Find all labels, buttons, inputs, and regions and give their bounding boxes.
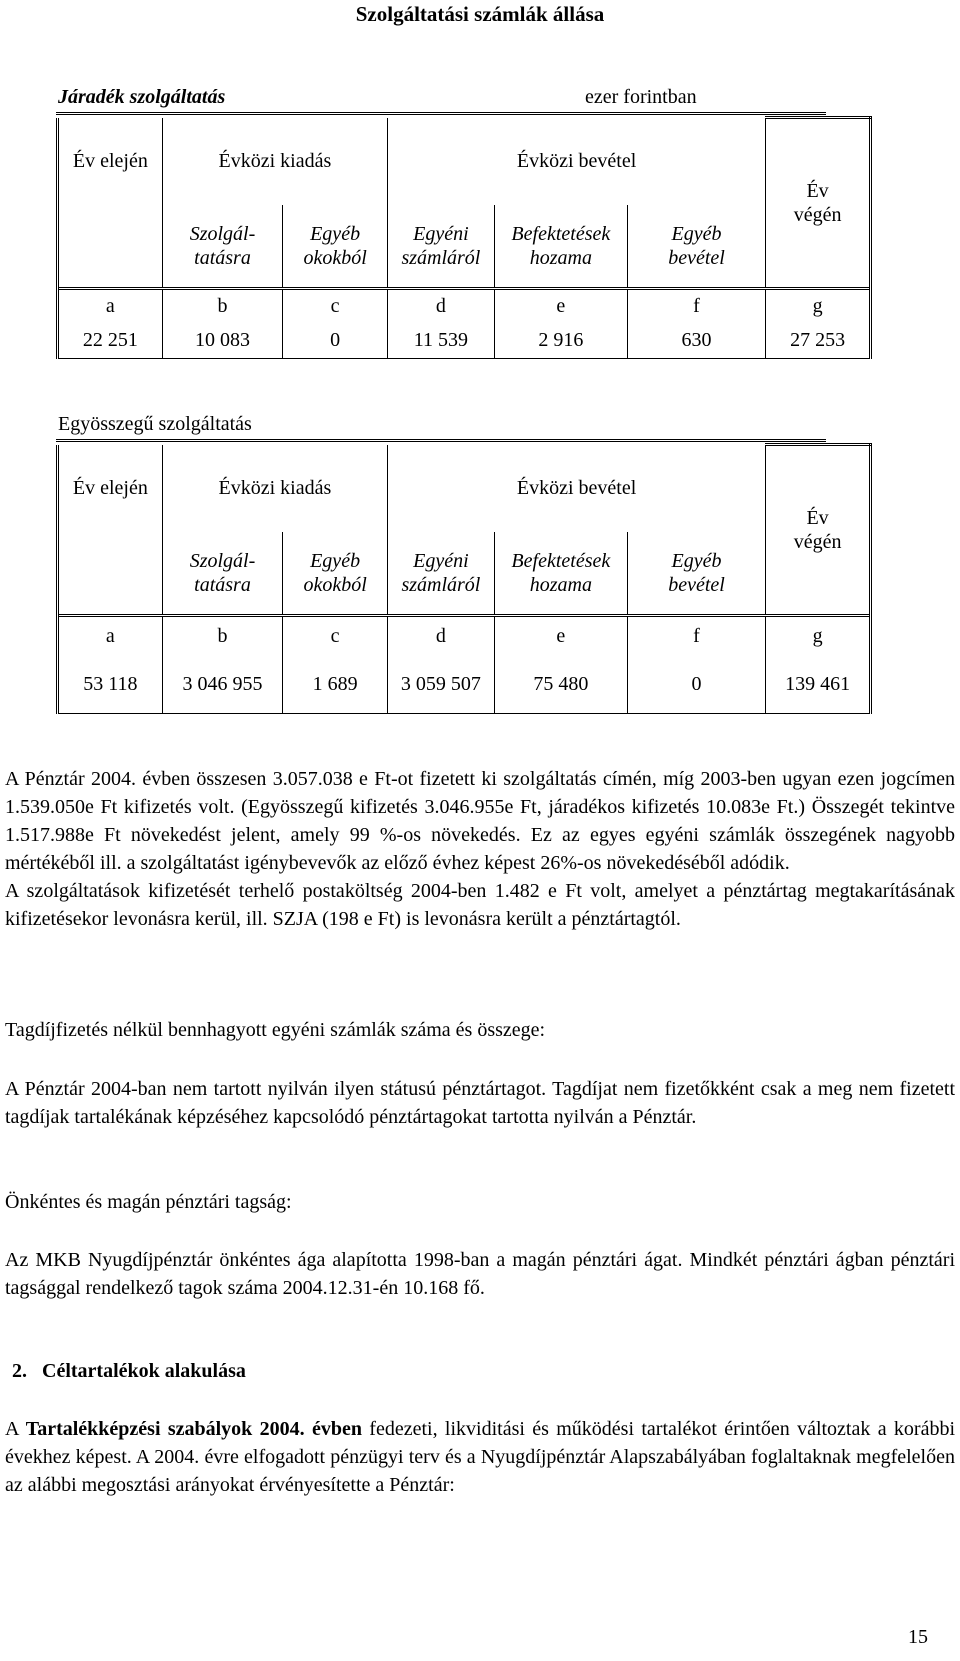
t2-head-ev-elejen: Év elején: [58, 445, 163, 532]
t1-letter: f: [627, 289, 765, 323]
heading-tagdijfizetes: Tagdíjfizetés nélkül bennhagyott egyéni számlák száma és összege:: [5, 1019, 546, 1041]
t2-head-evkozi-bevetel: Évközi bevétel: [387, 445, 765, 532]
t1-value: 630: [627, 323, 765, 359]
t2-value: 139 461: [766, 656, 871, 714]
t1-empty-cell: [58, 205, 163, 289]
t1-letter: d: [387, 289, 494, 323]
page-title: Szolgáltatási számlák állása: [355, 2, 605, 26]
t1-sub-egyeb-okokbol: Egyéb okokból: [283, 205, 388, 289]
t2-value: 1 689: [283, 656, 388, 714]
t2-letter: e: [494, 616, 627, 656]
t1-head-ev-vegen: Év végén: [766, 118, 871, 289]
t1-sub-egyeni-szamlarol: Egyéni számláról: [387, 205, 494, 289]
t2-sub-befektetesek-hozama: Befektetések hozama: [494, 532, 627, 616]
section-title: Céltartalékok alakulása: [42, 1360, 246, 1382]
t2-value: 53 118: [58, 656, 163, 714]
unit-label: ezer forintban: [585, 86, 697, 108]
t1-value: 11 539: [387, 323, 494, 359]
t2-sub-egyeb-okokbol: Egyéb okokból: [283, 532, 388, 616]
t1-letter: e: [494, 289, 627, 323]
t2-empty-cell: [58, 532, 163, 616]
t2-letter: c: [283, 616, 388, 656]
t2-letter: g: [766, 616, 871, 656]
paragraph-payments: A Pénztár 2004. évben összesen 3.057.038 e Ft-ot fizetett ki szolgáltatás címén, míg 2003-ben ugyan ezen jogcímen 1.539.050e Ft kifizetés volt. (Egyösszegű kifizetés 3.046.955e Ft, járadékos kifizetés 10.083e Ft.) Összegét tekintve 1.517.988e Ft növekedést jelent, amely 99 %-os növekedés. Ez az egyes egyéni számlák összegének nagyobb mértékéből ill. a szolgáltatást igénybevevők az előző évhez képest 26%-os növekedéséből adódik. A szolgáltatások kifizetését terhelő postaköltség 2004-ben 1.482 e Ft volt, amelyet a pénztártag megtakarításának kifizetésekor levonásra kerül, ill. SZJA (198 e Ft) is levonásra került a pénztártagtól.: [5, 765, 955, 933]
table1-title: Járadék szolgáltatás: [58, 86, 226, 108]
heading-tagsag: Önkéntes és magán pénztári tagság:: [5, 1191, 292, 1213]
t2-value: 3 059 507: [387, 656, 494, 714]
t1-value: 2 916: [494, 323, 627, 359]
t1-sub-szolgaltatasra: Szolgál- tatásra: [162, 205, 282, 289]
table2-top-border: [56, 439, 826, 442]
t2-sub-szolgaltatasra: Szolgál- tatásra: [162, 532, 282, 616]
t2-letter: d: [387, 616, 494, 656]
t2-sub-egyeni-szamlarol: Egyéni számláról: [387, 532, 494, 616]
table1: [56, 116, 872, 359]
t1-value: 22 251: [58, 323, 163, 359]
t1-letter: a: [58, 289, 163, 323]
t2-head-ev-vegen: Év végén: [766, 445, 871, 616]
t1-value: 27 253: [766, 323, 871, 359]
table2-title: Egyösszegű szolgáltatás: [58, 413, 252, 435]
paragraph-tagdij: A Pénztár 2004-ban nem tartott nyilván ilyen státusú pénztártagot. Tagdíjat nem fizetőkként csak a meg nem fizetett tagdíjak tartalékának képzéséhez kapcsolódó pénztártagokat tartotta nyilván a Pénztár.: [5, 1078, 955, 1128]
t2-letter: a: [58, 616, 163, 656]
t2-sub-egyeb-bevetel: Egyéb bevétel: [627, 532, 765, 616]
t1-sub-befektetesek-hozama: Befektetések hozama: [494, 205, 627, 289]
t1-value: 0: [283, 323, 388, 359]
paragraph-postage: A szolgáltatások kifizetését terhelő postaköltség 2004-ben 1.482 e Ft volt, amelyet a pénztártag megtakarításának kifizetésekor levonásra kerül, ill. SZJA (198 e Ft) is levonásra került a pénztártagtól.: [5, 880, 955, 930]
t1-value: 10 083: [162, 323, 282, 359]
t1-letter: c: [283, 289, 388, 323]
table2: [56, 443, 872, 714]
t2-letter: b: [162, 616, 282, 656]
paragraph-tagsag: Az MKB Nyugdíjpénztár önkéntes ága alapította 1998-ban a magán pénztári ágat. Mindkét pénztári ágban pénztári tagsággal rendelkező tagok száma 2004.12.31-én 10.168 fő.: [5, 1249, 955, 1299]
t1-head-evkozi-bevetel: Évközi bevétel: [387, 118, 765, 205]
page-number: 15: [908, 1626, 928, 1648]
t2-value: 75 480: [494, 656, 627, 714]
t1-head-evkozi-kiadas: Évközi kiadás: [162, 118, 387, 205]
table1-top-border: [56, 112, 826, 115]
t2-value: 0: [627, 656, 765, 714]
t1-sub-egyeb-bevetel: Egyéb bevétel: [627, 205, 765, 289]
section-number: 2.: [12, 1360, 27, 1382]
t2-head-evkozi-kiadas: Évközi kiadás: [162, 445, 387, 532]
t1-head-ev-elejen: Év elején: [58, 118, 163, 205]
t2-letter: f: [627, 616, 765, 656]
paragraph-tartalek: A Tartalékképzési szabályok 2004. évben fedezeti, likviditási és működési tartalékot érintően változtak a korábbi évekhez képest. A 2004. évre elfogadott pénzügyi terv és a Nyugdíjpénztár Alapszabályában foglaltaknak megfelelően az alábbi megosztási arányokat érvényesítette a Pénztár:: [5, 1418, 956, 1496]
t2-value: 3 046 955: [162, 656, 282, 714]
t1-letter: b: [162, 289, 282, 323]
section-heading: [12, 1360, 246, 1383]
t1-letter: g: [766, 289, 871, 323]
